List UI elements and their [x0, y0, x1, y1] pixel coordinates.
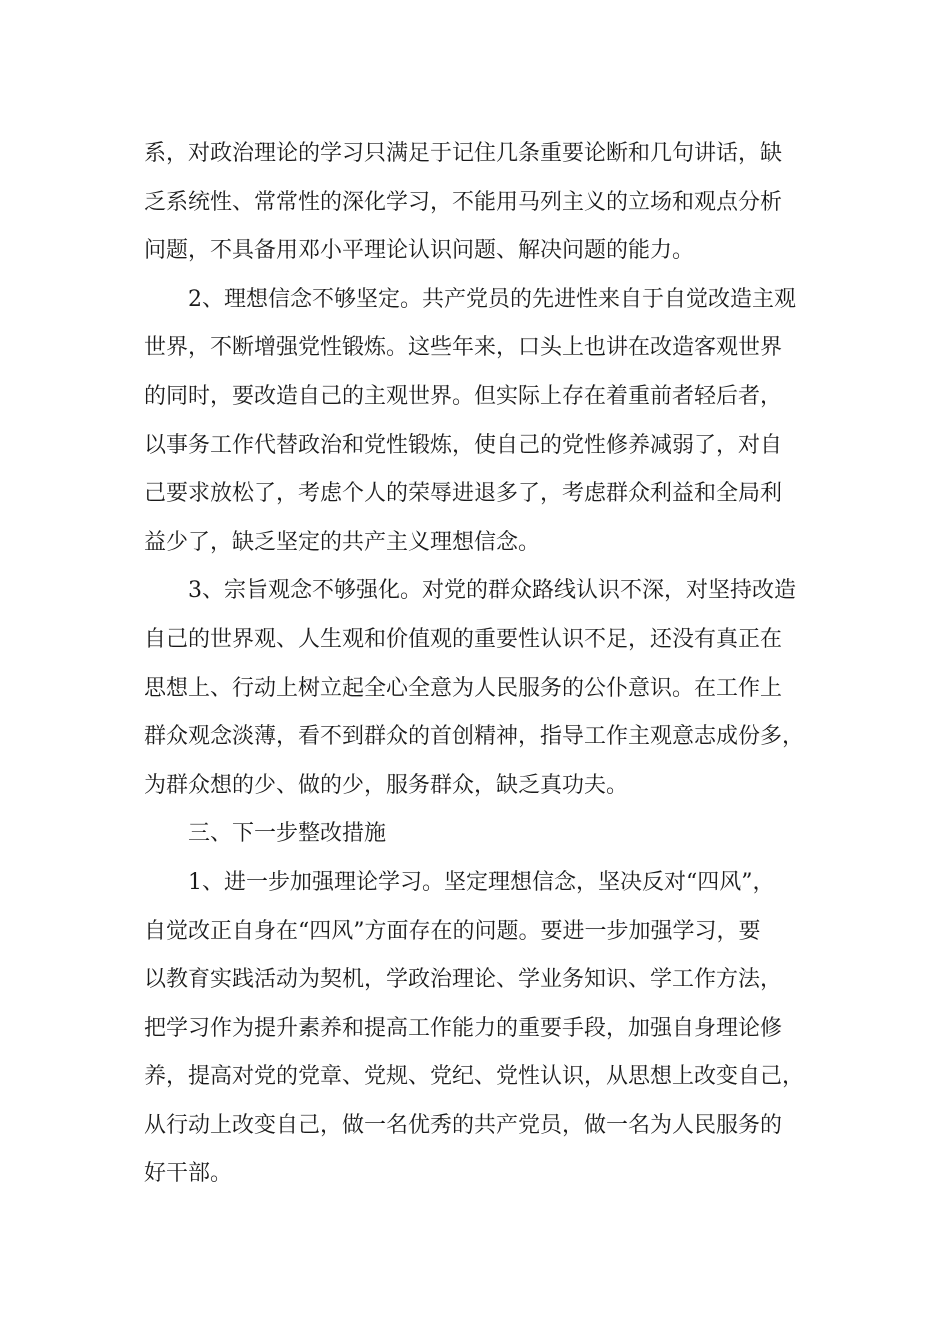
text-line: 思想上、行动上树立起全心全意为人民服务的公仆意识。在工作上 [144, 675, 783, 701]
text-line: 益少了，缺乏坚定的共产主义理想信念。 [144, 529, 541, 555]
paragraph-start-line: 3、宗旨观念不够强化。对党的群众路线认识不深，对坚持改造 [188, 578, 796, 604]
paragraph-start-line: 2、理想信念不够坚定。共产党员的先进性来自于自觉改造主观 [188, 286, 796, 312]
text-line: 己要求放松了，考虑个人的荣辱进退多了，考虑群众利益和全局利 [144, 481, 783, 507]
section-heading: 三、下一步整改措施 [188, 821, 387, 847]
text-line: 从行动上改变自己，做一名优秀的共产党员，做一名为人民服务的 [144, 1112, 783, 1138]
text-line: 群众观念淡薄，看不到群众的首创精神，指导工作主观意志成份多， [144, 724, 805, 750]
text-line: 的同时，要改造自己的主观世界。但实际上存在着重前者轻后者， [144, 383, 783, 409]
paragraph-start-line: 1、进一步加强理论学习。坚定理想信念，坚决反对“四风”， [188, 869, 775, 895]
text-line: 自己的世界观、人生观和价值观的重要性认识不足，还没有真正在 [144, 626, 783, 652]
text-line: 问题，不具备用邓小平理论认识问题、解决问题的能力。 [144, 238, 695, 264]
text-line: 以事务工作代替政治和党性锻炼，使自己的党性修养减弱了，对自 [144, 432, 783, 458]
text-line: 自觉改正自身在“四风”方面存在的问题。要进一步加强学习，要 [144, 918, 761, 944]
text-line: 系，对政治理论的学习只满足于记住几条重要论断和几句讲话，缺 [144, 141, 783, 166]
text-line: 乏系统性、常常性的深化学习，不能用马列主义的立场和观点分析 [144, 189, 783, 215]
text-line: 世界，不断增强党性锻炼。这些年来，口头上也讲在改造客观世界 [144, 335, 783, 361]
text-line: 以教育实践活动为契机，学政治理论、学业务知识、学工作方法， [144, 967, 783, 993]
text-line: 为群众想的少、做的少，服务群众，缺乏真功夫。 [144, 772, 629, 798]
text-line: 把学习作为提升素养和提高工作能力的重要手段，加强自身理论修 [144, 1015, 783, 1041]
document-body [144, 130, 844, 1199]
text-line: 养，提高对党的党章、党规、党纪、党性认识，从思想上改变自己， [144, 1064, 805, 1090]
text-line: 好干部。 [144, 1161, 233, 1187]
